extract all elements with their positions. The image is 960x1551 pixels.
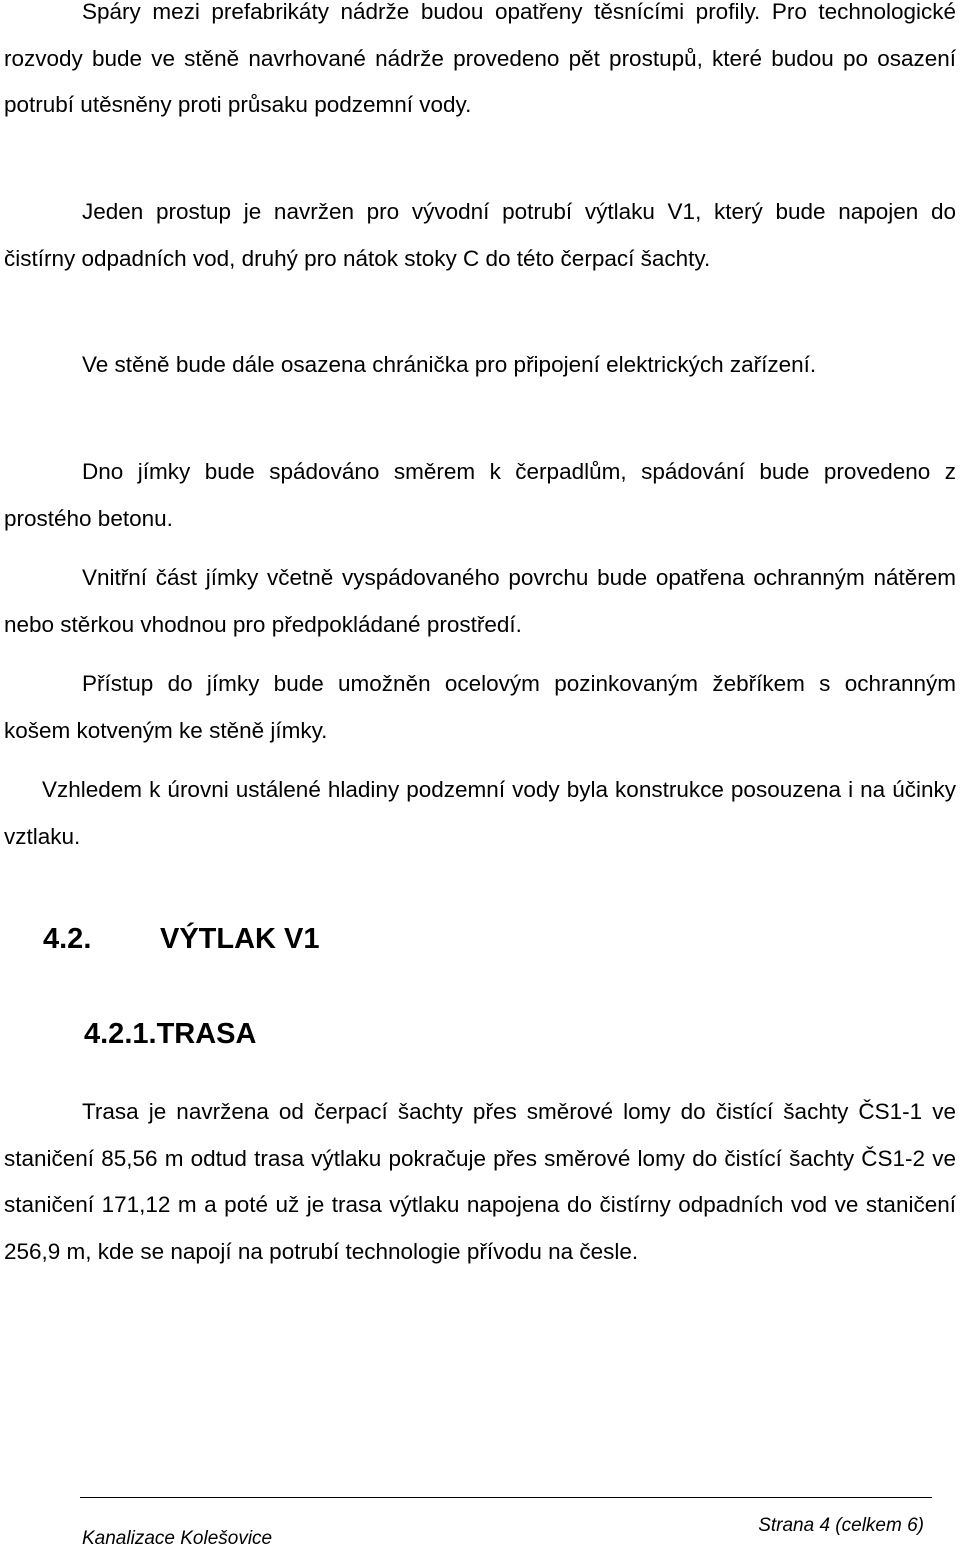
paragraph-sump-floor: Dno jímky bude spádováno směrem k čerpadlům, spádování bude provedeno z prostého betonu. [4, 459, 956, 531]
paragraph-coating: Vnitřní část jímky včetně vyspádovaného povrchu bude opatřena ochranným nátěrem nebo stěrkou vhodnou pro předpokládané prostředí. [4, 565, 956, 637]
paragraph-buoyancy: Vzhledem k úrovni ustálené hladiny podzemní vody byla konstrukce posouzena i na účinky vztlaku. [4, 777, 956, 849]
subsection-heading [84, 1011, 256, 1057]
section-number: 4.2. [43, 923, 92, 955]
paragraph-route: Trasa je navržena od čerpací šachty přes směrové lomy do čistící šachty ČS1-1 ve staničení 85,56 m odtud trasa výtlaku pokračuje přes směrové lomy do čistící šachty ČS1-2 ve staničení 171,12 m a poté už je trasa výtlaku napojena do čistírny odpadních vod ve staničení 256,9 m, kde se napojí na potrubí technologie přívodu na česle. [4, 1099, 956, 1264]
paragraph-ladder: Přístup do jímky bude umožněn ocelovým pozinkovaným žebříkem s ochranným košem kotveným ke stěně jímky. [4, 671, 956, 743]
footer-page-number: Strana 4 (celkem 6) [758, 1515, 924, 1536]
paragraph-conduit: Ve stěně bude dále osazena chránička pro připojení elektrických zařízení. [82, 352, 817, 377]
paragraph-seals: Spáry mezi prefabrikáty nádrže budou opatřeny těsnícími profily. Pro technologické rozvody bude ve stěně navrhované nádrže provedeno pět prostupů, které budou po osazení potrubí utěsněny proti průsaku podzemní vody. [4, 0, 956, 117]
section-title: VÝTLAK V1 [160, 923, 320, 955]
section-heading [43, 916, 320, 962]
footer-project-name: Kanalizace Kolešovice [82, 1528, 273, 1549]
subsection-number: 4.2.1. [84, 1018, 157, 1050]
subsection-title: TRASA [156, 1018, 257, 1050]
footer-divider [80, 1497, 932, 1498]
paragraph-outlet-pipe: Jeden prostup je navržen pro vývodní potrubí výtlaku V1, který bude napojen do čistírny odpadních vod, druhý pro nátok stoky C do této čerpací šachty. [4, 199, 956, 271]
